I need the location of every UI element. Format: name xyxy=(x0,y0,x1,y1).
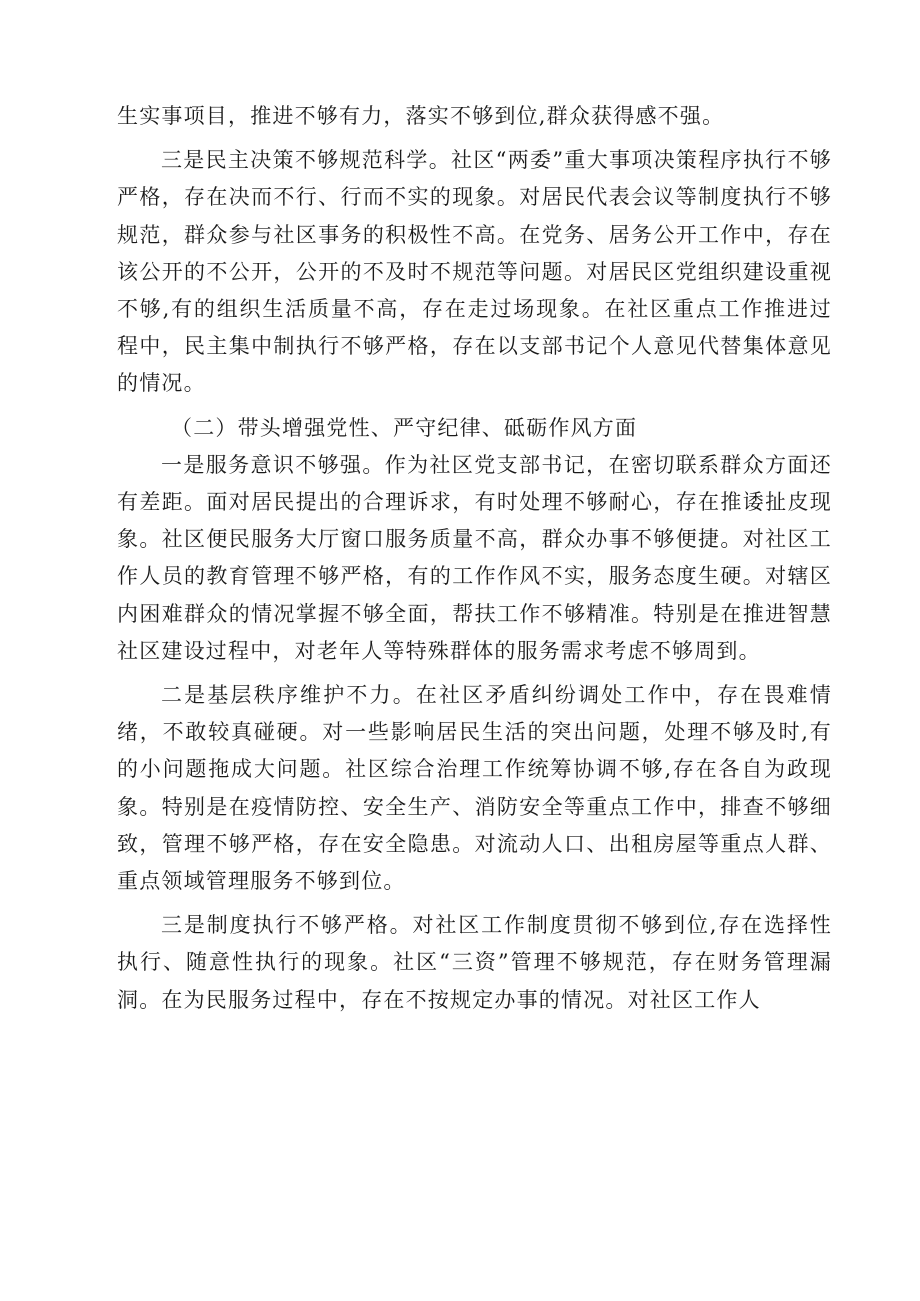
paragraph-continuation: 生实事项目，推进不够有力，落实不够到位,群众获得感不强。 xyxy=(117,104,725,128)
paragraph-service-awareness: 一是服务意识不够强。作为社区党支部书记，在密切联系群众方面还有差距。面对居民提出的合理诉求，有时处理不够耐心，存在推诿扯皮现象。社区便民服务大厅窗口服务质量不高，群众办事不够便捷。对社区工作人员的教育管理不够严格，有的工作作风不实，服务态度生硬。对辖区内困难群众的情况掌握不够全面，帮扶工作不够精准。特别是在推进智慧社区建设过程中，对老年人等特殊群体的服务需求考虑不够周到。 xyxy=(117,452,832,663)
document-body xyxy=(117,98,832,1026)
paragraph-system-execution: 三是制度执行不够严格。对社区工作制度贯彻不够到位,存在选择性执行、随意性执行的现象。社区“三资”管理不够规范，存在财务管理漏洞。在为民服务过程中，存在不按规定办事的情况。对社区工作人 xyxy=(117,913,832,1012)
paragraph-grassroots-order: 二是基层秩序维护不力。在社区矛盾纠纷调处工作中，存在畏难情绪，不敢较真碰硬。对一些影响居民生活的突出问题，处理不够及时,有的小问题拖成大问题。社区综合治理工作统筹协调不够,存在各自为政现象。特别是在疫情防控、安全生产、消防安全等重点工作中，排查不够细致，管理不够严格，存在安全隐患。对流动人口、出租房屋等重点人群、重点领域管理服务不够到位。 xyxy=(117,683,832,894)
section-heading: （二）带头增强党性、严守纪律、砥砺作风方面 xyxy=(171,415,638,440)
paragraph-democratic-decision: 三是民主决策不够规范科学。社区“两委”重大事项决策程序执行不够严格，存在决而不行、行而不实的现象。对居民代表会议等制度执行不够规范，群众参与社区事务的积极性不高。在党务、居务公开工作中，存在该公开的不公开，公开的不及时不规范等问题。对居民区党组织建设重视不够,有的组织生活质量不高，存在走过场现象。在社区重点工作推进过程中，民主集中制执行不够严格，存在以支部书记个人意见代替集体意见的情况。 xyxy=(117,148,832,396)
